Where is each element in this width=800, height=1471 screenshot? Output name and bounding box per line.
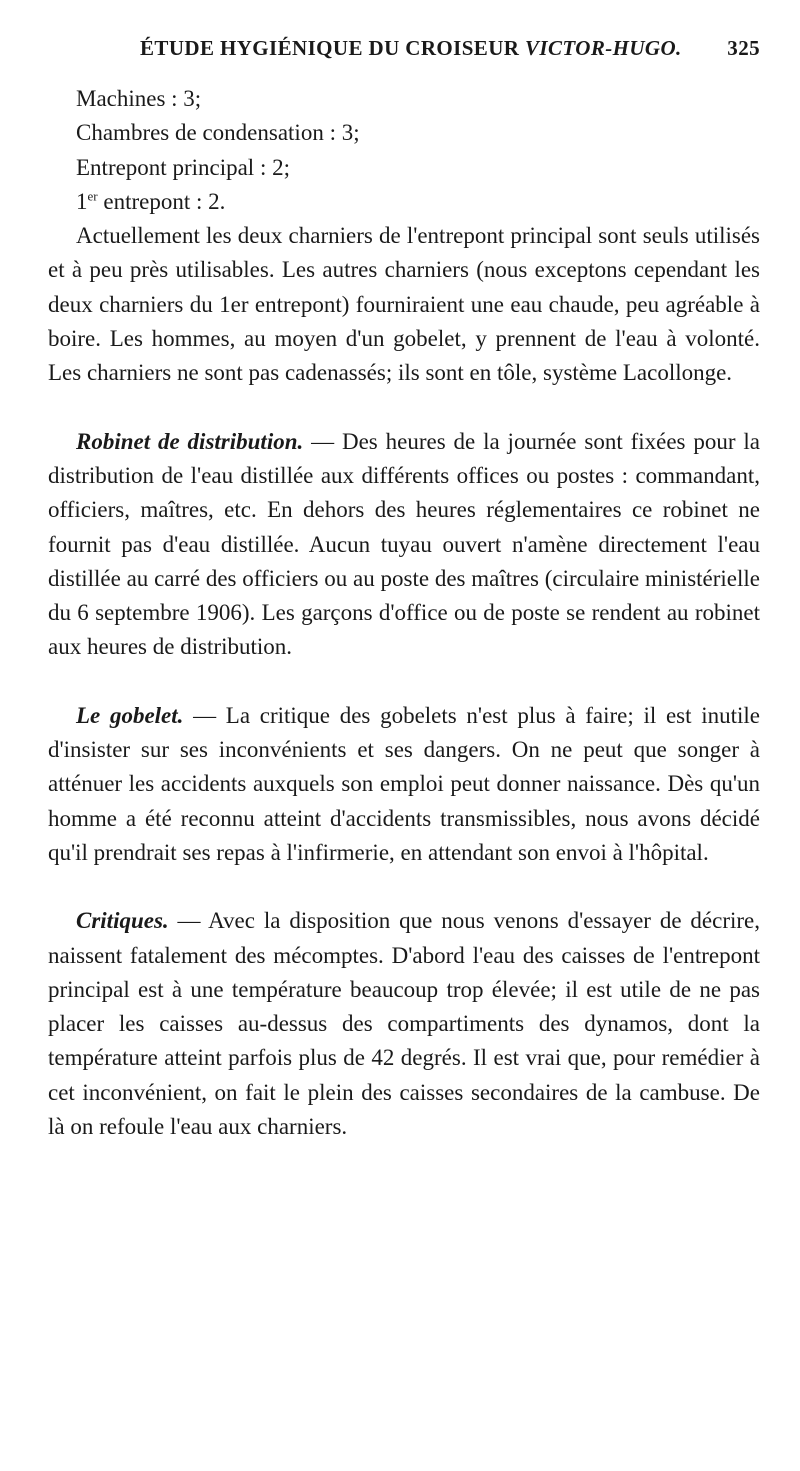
paragraph-gap xyxy=(48,665,760,699)
page-number: 325 xyxy=(727,36,760,60)
running-header xyxy=(140,36,760,61)
list-item: Chambres de condensation : 3; xyxy=(76,120,360,146)
paragraph-gobelet xyxy=(48,699,760,870)
running-title xyxy=(140,36,682,61)
running-title-text: ÉTUDE HYGIÉNIQUE DU CROISEUR xyxy=(140,36,520,60)
section-lead-gobelet: Le gobelet. xyxy=(76,702,184,728)
list-item-text: entrepont : 2. xyxy=(103,188,226,214)
paragraph-gap xyxy=(48,391,760,425)
section-lead-critiques: Critiques. xyxy=(76,908,169,934)
paragraph-robinet xyxy=(48,425,760,665)
ordinal-number: 1 xyxy=(76,188,88,214)
body-text xyxy=(48,82,760,1144)
paragraph-gap xyxy=(48,870,760,904)
paragraph-charniers: Actuellement les deux charniers de l'entrepont principal sont seuls utilisés et à peu près utilisables. Les autres charniers (nous exceptons cependant les deux charniers du 1er entrepont) fourniraient une eau chaude, peu agréable à boire. Les hommes, au moyen d'un gobelet, y prennent de l'eau à volonté. Les charniers ne sont pas cadenassés; ils sont en tôle, système Lacollonge. xyxy=(48,223,760,386)
ship-name: VICTOR-HUGO. xyxy=(525,36,682,60)
paragraph-gobelet-text: — La critique des gobelets n'est plus à faire; il est inutile d'insister sur ses inconvénients et ses dangers. On ne peut que songer à atténuer les accidents auxquels son emploi peut donner naissance. Dès qu'un homme a été reconnu atteint d'accidents transmissibles, nous avons décidé qu'il prendrait ses repas à l'infirmerie, en attendant son envoi à l'hôpital. xyxy=(48,702,760,865)
section-lead-robinet: Robinet de distribution. xyxy=(76,428,304,454)
ordinal-suffix: er xyxy=(87,188,98,204)
paragraph-robinet-text: — Des heures de la journée sont fixées pour la distribution de l'eau distillée aux différents offices ou postes : commandant, officiers, maîtres, etc. En dehors des heures réglementaires ce robinet ne fournit pas d'eau distillée. Aucun tuyau ouvert n'amène directement l'eau distillée au carré des officiers ou au poste des maîtres (circulaire ministérielle du 6 septembre 1906). Les garçons d'office ou de poste se rendent au robinet aux heures de distribution. xyxy=(48,428,760,660)
list-item: Entrepont principal : 2; xyxy=(76,154,290,180)
list-item xyxy=(48,185,760,219)
list-item: Machines : 3; xyxy=(76,86,202,111)
paragraph-critiques xyxy=(48,904,760,1144)
paragraph-critiques-text: — Avec la disposition que nous venons d'essayer de décrire, naissent fatalement des mécomptes. D'abord l'eau des caisses de l'entrepont principal est à une température beaucoup trop élevée; il est utile de ne pas placer les caisses au-dessus des compartiments des dynamos, dont la température atteint parfois plus de 42 degrés. Il est vrai que, pour remédier à cet inconvénient, on fait le plein des caisses secondaires de la cambuse. De là on refoule l'eau aux charniers. xyxy=(48,908,760,1140)
